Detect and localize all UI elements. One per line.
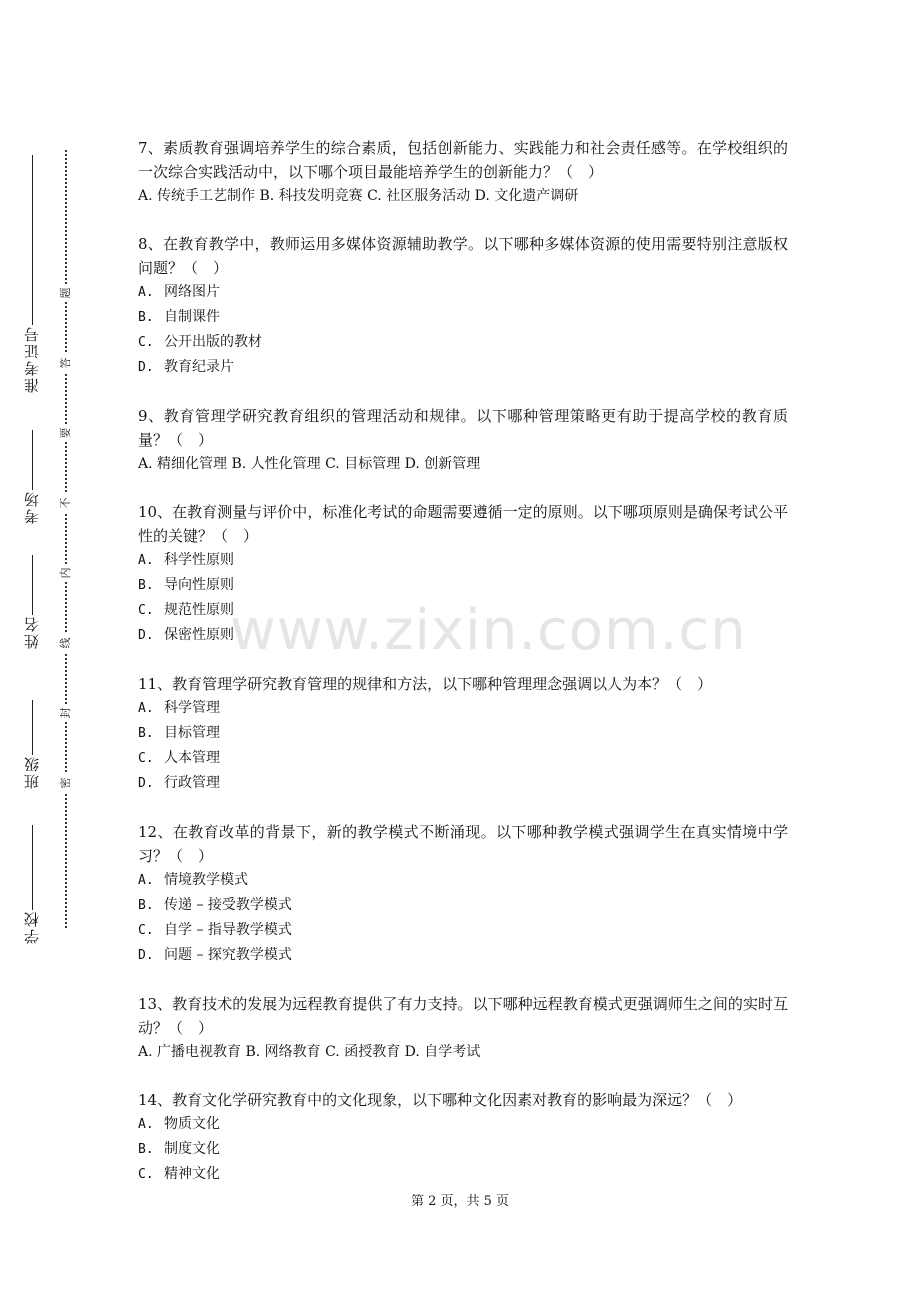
option-text: 精神文化 (164, 1166, 220, 1182)
option-letter: C. (138, 751, 154, 766)
name-label: 姓名 (23, 615, 41, 649)
school-field[interactable] (12, 825, 52, 944)
option-text: 行政管理 (164, 775, 220, 791)
option-text: 导向性原则 (164, 577, 234, 593)
option-text: 制度文化 (164, 1141, 220, 1157)
class-line (32, 700, 33, 755)
option-letter: D. (138, 948, 154, 963)
option-text: 保密性原则 (164, 627, 234, 643)
option-letter: B. (138, 578, 154, 593)
question-stem: 10、在教育测量与评价中，标准化考试的命题需要遵循一定的原则。以下哪项原则是确保考试公平性的关键？（ ） (138, 503, 788, 545)
name-line (32, 555, 33, 615)
option-text: 人本管理 (164, 750, 220, 766)
exam-room-line (32, 430, 33, 490)
question-stem: 8、在教育教学中，教师运用多媒体资源辅助教学。以下哪种多媒体资源的使用需要特别注意版权问题？（ ） (138, 235, 788, 277)
ticket-number-label: 准考证号 (23, 325, 41, 393)
option-letter: A. (138, 1117, 154, 1132)
option-letter: C. (138, 923, 154, 938)
option-b[interactable] (138, 305, 788, 330)
question-options-line[interactable]: A. 广播电视教育 B. 网络教育 C. 函授教育 D. 自学考试 (138, 1044, 481, 1060)
question-11 (138, 672, 788, 796)
school-line (32, 825, 33, 910)
option-letter: B. (138, 1142, 154, 1157)
option-text: 问题 – 探究教学模式 (164, 947, 292, 963)
seal-char: 内 (59, 564, 73, 582)
option-a[interactable] (138, 696, 788, 721)
option-d[interactable] (138, 355, 788, 380)
option-letter: D. (138, 776, 154, 791)
option-text: 网络图片 (164, 284, 220, 300)
seal-dotted-line (65, 150, 67, 928)
seal-char: 线 (59, 634, 73, 652)
school-label: 学校 (23, 910, 41, 944)
option-text: 目标管理 (164, 725, 220, 741)
class-label: 班级 (23, 755, 41, 789)
question-stem: 11、教育管理学研究教育管理的规律和方法，以下哪种管理理念强调以人为本？（ ） (138, 675, 713, 693)
question-options-line[interactable]: A. 传统手工艺制作 B. 科技发明竞赛 C. 社区服务活动 D. 文化遗产调研 (138, 188, 579, 204)
option-letter: C. (138, 335, 154, 350)
option-a[interactable] (138, 280, 788, 305)
option-c[interactable] (138, 746, 788, 771)
seal-char: 要 (59, 424, 73, 442)
question-options-line[interactable]: A. 精细化管理 B. 人性化管理 C. 目标管理 D. 创新管理 (138, 456, 481, 472)
question-stem: 7、素质教育强调培养学生的综合素质，包括创新能力、实践能力和社会责任感等。在学校组织的一次综合实践活动中，以下哪个项目最能培养学生的创新能力？（ ） (138, 139, 788, 181)
option-d[interactable] (138, 771, 788, 796)
option-text: 规范性原则 (164, 602, 234, 618)
seal-char: 题 (59, 284, 73, 302)
ticket-number-line (32, 155, 33, 325)
question-stem: 9、教育管理学研究教育组织的管理活动和规律。以下哪种管理策略更有助于提高学校的教育质量？（ ） (138, 407, 788, 449)
option-letter: C. (138, 603, 154, 618)
question-10 (138, 500, 788, 648)
option-letter: B. (138, 310, 154, 325)
ticket-number-field[interactable] (12, 155, 52, 393)
option-text: 教育纪录片 (164, 359, 234, 375)
option-b[interactable] (138, 721, 788, 746)
option-text: 自学 – 指导教学模式 (164, 922, 292, 938)
option-letter: D. (138, 628, 154, 643)
name-field[interactable] (12, 555, 52, 649)
question-stem: 14、教育文化学研究教育中的文化现象，以下哪种文化因素对教育的影响最为深远？（ ） (138, 1091, 743, 1109)
option-text: 公开出版的教材 (164, 334, 262, 350)
question-9 (138, 404, 788, 476)
seal-char: 不 (59, 494, 73, 512)
question-12 (138, 820, 788, 968)
seal-char: 密 (59, 774, 73, 792)
option-letter: D. (138, 360, 154, 375)
option-b[interactable] (138, 893, 788, 918)
option-text: 自制课件 (164, 309, 220, 325)
option-text: 科学性原则 (164, 552, 234, 568)
binding-margin (0, 0, 110, 1302)
class-field[interactable] (12, 700, 52, 789)
option-d[interactable] (138, 943, 788, 968)
question-13 (138, 992, 788, 1064)
seal-char: 封 (59, 704, 73, 722)
option-b[interactable] (138, 573, 788, 598)
option-c[interactable] (138, 1162, 788, 1187)
option-text: 传递 – 接受教学模式 (164, 897, 292, 913)
question-stem: 12、在教育改革的背景下，新的教学模式不断涌现。以下哪种教学模式强调学生在真实情境中学习？（ ） (138, 823, 788, 865)
option-text: 科学管理 (164, 700, 220, 716)
option-letter: A. (138, 285, 154, 300)
watermark: www.zixin.com.cn (230, 598, 747, 663)
question-8 (138, 232, 788, 380)
option-b[interactable] (138, 1137, 788, 1162)
option-c[interactable] (138, 598, 788, 623)
option-c[interactable] (138, 918, 788, 943)
option-letter: B. (138, 726, 154, 741)
question-stem: 13、教育技术的发展为远程教育提供了有力支持。以下哪种远程教育模式更强调师生之间的实时互动？（ ） (138, 995, 788, 1037)
option-text: 情境教学模式 (164, 872, 248, 888)
option-a[interactable] (138, 868, 788, 893)
question-7 (138, 136, 788, 208)
option-text: 物质文化 (164, 1116, 220, 1132)
question-14 (138, 1088, 788, 1187)
option-c[interactable] (138, 330, 788, 355)
page-number: 第 2 页，共 5 页 (410, 1194, 510, 1209)
option-letter: B. (138, 898, 154, 913)
option-d[interactable] (138, 623, 788, 648)
question-list (138, 136, 788, 1211)
option-a[interactable] (138, 548, 788, 573)
option-letter: A. (138, 553, 154, 568)
option-letter: A. (138, 873, 154, 888)
page-footer (0, 1190, 920, 1209)
exam-room-label: 考场 (23, 490, 41, 524)
option-a[interactable] (138, 1112, 788, 1137)
seal-char: 答 (59, 354, 73, 372)
option-letter: A. (138, 701, 154, 716)
option-letter: C. (138, 1167, 154, 1182)
exam-room-field[interactable] (12, 430, 52, 524)
